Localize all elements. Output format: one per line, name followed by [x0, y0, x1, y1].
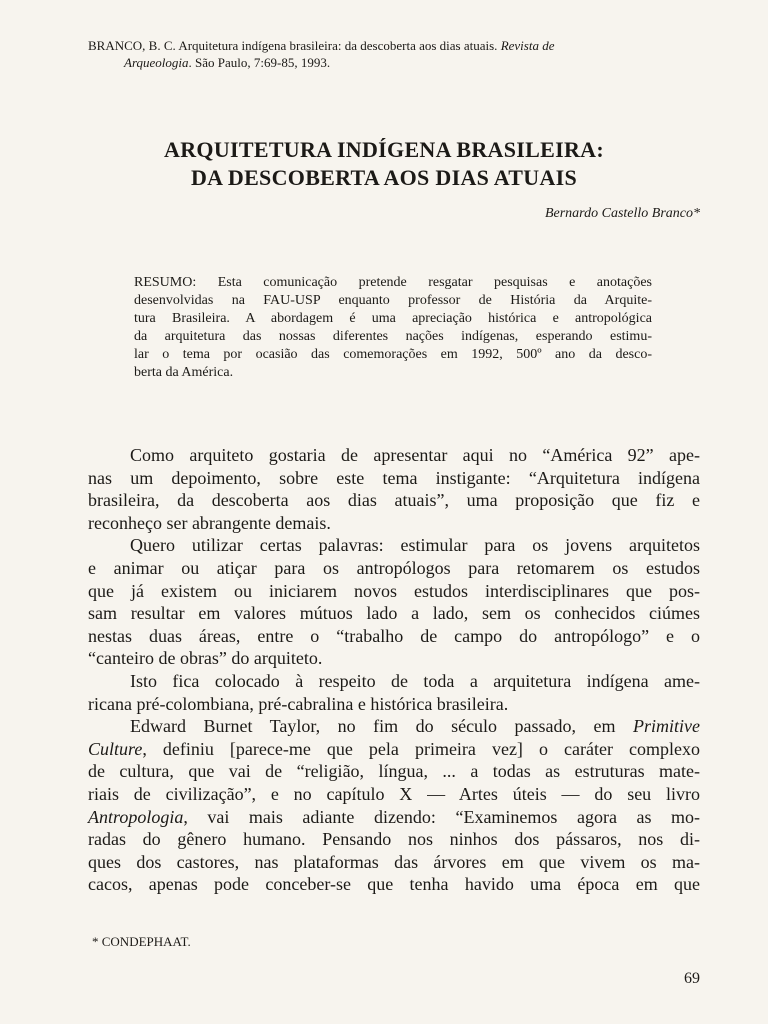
abstract-line: RESUMO: Esta comunicação pretende resgatar pesquisas e anotações: [134, 275, 652, 290]
body-line: ques dos castores, nas plataformas das árvores em que vivem os ma-: [88, 851, 700, 872]
body-line: brasileira, da descoberta aos dias atuais”, uma proposição que fiz e: [88, 490, 700, 511]
citation-authors: BRANCO, B. C.: [88, 38, 176, 53]
abstract-line: tura Brasileira. A abordagem é uma apreciação histórica e antropológica: [134, 311, 652, 326]
body-line-text: , definiu [parece-me que pela primeira vez] o caráter complexo: [142, 738, 700, 759]
body-line: [88, 806, 700, 829]
abstract-line: berta da América.: [134, 365, 234, 380]
body-text: [88, 444, 700, 896]
article-title-line-1: ARQUITETURA INDÍGENA BRASILEIRA:: [164, 137, 604, 162]
citation-journal-name: Arqueologia: [124, 55, 189, 70]
body-line: sam resultar em valores mútuos lado a lado, sem os conhecidos ciúmes: [88, 603, 700, 624]
body-line-text: Edward Burnet Taylor, no fim do século passado, em: [130, 716, 634, 737]
citation-details: . São Paulo, 7:69-85, 1993.: [188, 55, 331, 70]
citation-article-title: Arquitetura indígena brasileira: da descoberta aos dias atuais.: [178, 38, 498, 53]
abstract-line: lar o tema por ocasião das comemorações em 1992, 500º ano da desco-: [134, 347, 652, 362]
body-line: “canteiro de obras” do arquiteto.: [88, 648, 323, 669]
body-line: radas do gênero humano. Pensando nos ninhos dos pássaros, nos di-: [88, 829, 700, 850]
body-line: Isto fica colocado à respeito de toda a arquitetura indígena ame-: [130, 670, 700, 691]
body-line: que já existem ou iniciarem novos estudos interdisciplinares que pos-: [88, 580, 700, 601]
article-title: [0, 136, 768, 192]
abstract: [134, 274, 652, 382]
citation-header: [88, 37, 700, 71]
abstract-line: da arquitetura das nossas diferentes nações indígenas, esperando estimu-: [134, 329, 652, 344]
body-line: nas um depoimento, sobre este tema instigante: “Arquitetura indígena: [88, 467, 700, 488]
citation-journal: Revista de: [500, 38, 555, 53]
body-line: riais de civilização”, e no capítulo X — Artes úteis — do seu livro: [88, 783, 700, 804]
body-line: cacos, apenas pode conceber-se que tenha havido uma época em que: [88, 874, 700, 895]
body-line-text: , vai mais adiante dizendo: “Examinemos agora as mo-: [183, 806, 700, 827]
body-line: ricana pré-colombiana, pré-cabralina e histórica brasileira.: [88, 693, 509, 714]
body-line: Como arquiteto gostaria de apresentar aqui no “América 92” ape-: [130, 445, 700, 465]
body-line: de cultura, que vai de “religião, língua, ... a todas as estruturas mate-: [88, 761, 700, 782]
footnote: * CONDEPHAAT.: [92, 934, 191, 949]
body-line: Quero utilizar certas palavras: estimular para os jovens arquitetos: [130, 535, 700, 556]
book-title-antropologia: Antropologia: [88, 806, 184, 827]
body-line: [88, 715, 700, 738]
body-line: reconheço ser abrangente demais.: [88, 512, 331, 533]
abstract-line: desenvolvidas na FAU-USP enquanto professor de História da Arquite-: [134, 293, 652, 308]
body-line: [88, 738, 700, 761]
article-title-line-2: DA DESCOBERTA AOS DIAS ATUAIS: [190, 165, 578, 190]
book-title-culture: Culture: [88, 738, 143, 759]
body-line: e animar ou atiçar para os antropólogos para retomarem os estudos: [88, 557, 700, 578]
body-line: nestas duas áreas, entre o “trabalho de campo do antropólogo” e o: [88, 625, 700, 646]
page-number: 69: [684, 970, 700, 987]
book-title-primitive: Primitive: [633, 716, 700, 737]
author-name: Bernardo Castello Branco*: [544, 206, 700, 221]
